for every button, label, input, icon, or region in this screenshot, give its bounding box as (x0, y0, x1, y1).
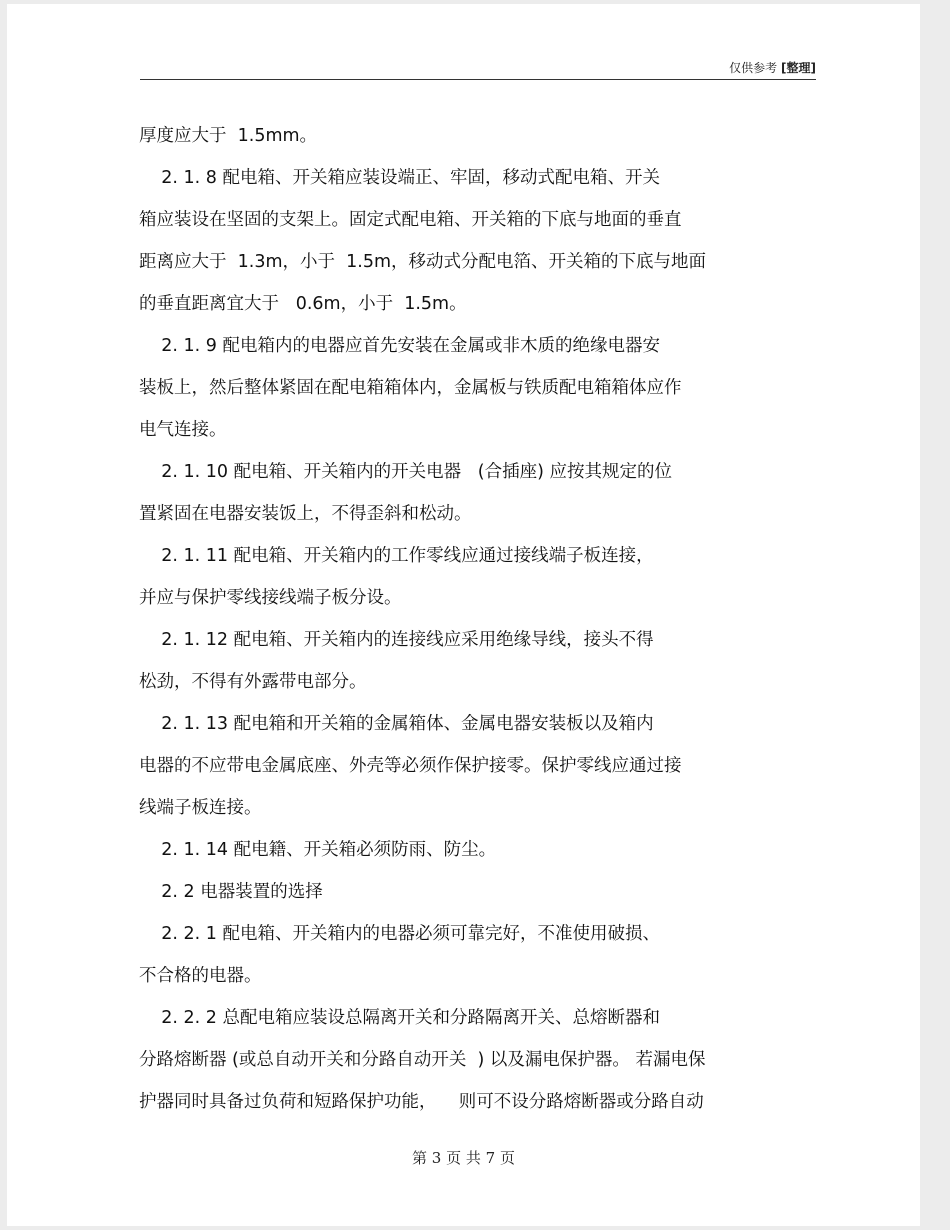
text-line: 的垂直距离宜大于 0.6m，小于 1.5m。 (139, 294, 467, 314)
header-note (729, 59, 816, 76)
text-line: 2. 1. 13 配电箱和开关箱的金属箱体、金属电器安装板以及箱内 (139, 714, 654, 734)
text-line: 厚度应大于 1.5mm。 (139, 126, 318, 146)
text-line: 电器的不应带电金属底座、外壳等必须作保护接零。保护零线应通过接 (139, 756, 682, 776)
header-note-text: 仅供参考 (729, 61, 778, 75)
text-line: 2. 1. 10 配电箱、开关箱内的开关电器 (合插座) 应按其规定的位 (139, 462, 673, 482)
text-line: 并应与保护零线接线端子板分设。 (139, 588, 402, 608)
body-text (139, 115, 829, 1123)
header-tag: [整理] (781, 61, 816, 75)
text-line: 距离应大于 1.3m，小于 1.5m，移动式分配电箔、开关箱的下底与地面 (139, 252, 707, 272)
page-number: 第 3 页 共 7 页 (412, 1149, 515, 1167)
text-line: 2. 1. 14 配电籍、开关箱必须防雨、防尘。 (139, 840, 497, 860)
text-line: 线端子板连接。 (139, 798, 262, 818)
page-footer (7, 1147, 920, 1168)
text-line: 松劲，不得有外露带电部分。 (139, 672, 367, 692)
page-header (140, 57, 816, 80)
text-line: 电气连接。 (139, 420, 227, 440)
text-line: 2. 1. 11 配电箱、开关箱内的工作零线应通过接线端子板连接， (139, 546, 654, 566)
text-line: 2. 1. 12 配电箱、开关箱内的连接线应采用绝缘导线，接头不得 (139, 630, 654, 650)
text-line: 护器同时具备过负荷和短路保护功能， 则可不设分路熔断器或分路自动 (139, 1092, 704, 1112)
document-page (7, 4, 920, 1226)
text-line: 箱应装设在坚固的支架上。固定式配电箱、开关箱的下底与地面的垂直 (139, 210, 682, 230)
text-line: 装板上，然后整体紧固在配电箱箱体内，金属板与铁质配电箱箱体应作 (139, 378, 682, 398)
text-line: 2. 1. 9 配电箱内的电器应首先安装在金属或非木质的绝缘电器安 (139, 336, 660, 356)
text-line: 分路熔断器 (或总自动开关和分路自动开关 ) 以及漏电保护器。 若漏电保 (139, 1050, 706, 1070)
text-line: 2. 1. 8 配电箱、开关箱应装设端正、牢固，移动式配电箱、开关 (139, 168, 660, 188)
text-line: 2. 2. 1 配电箱、开关箱内的电器必须可靠完好，不准使用破损、 (139, 924, 660, 944)
text-line: 2. 2 电器装置的选择 (139, 882, 323, 902)
text-line: 2. 2. 2 总配电箱应装设总隔离开关和分路隔离开关、总熔断器和 (139, 1008, 660, 1028)
text-line: 不合格的电器。 (139, 966, 262, 986)
text-line: 置紧固在电器安装饭上，不得歪斜和松动。 (139, 504, 472, 524)
